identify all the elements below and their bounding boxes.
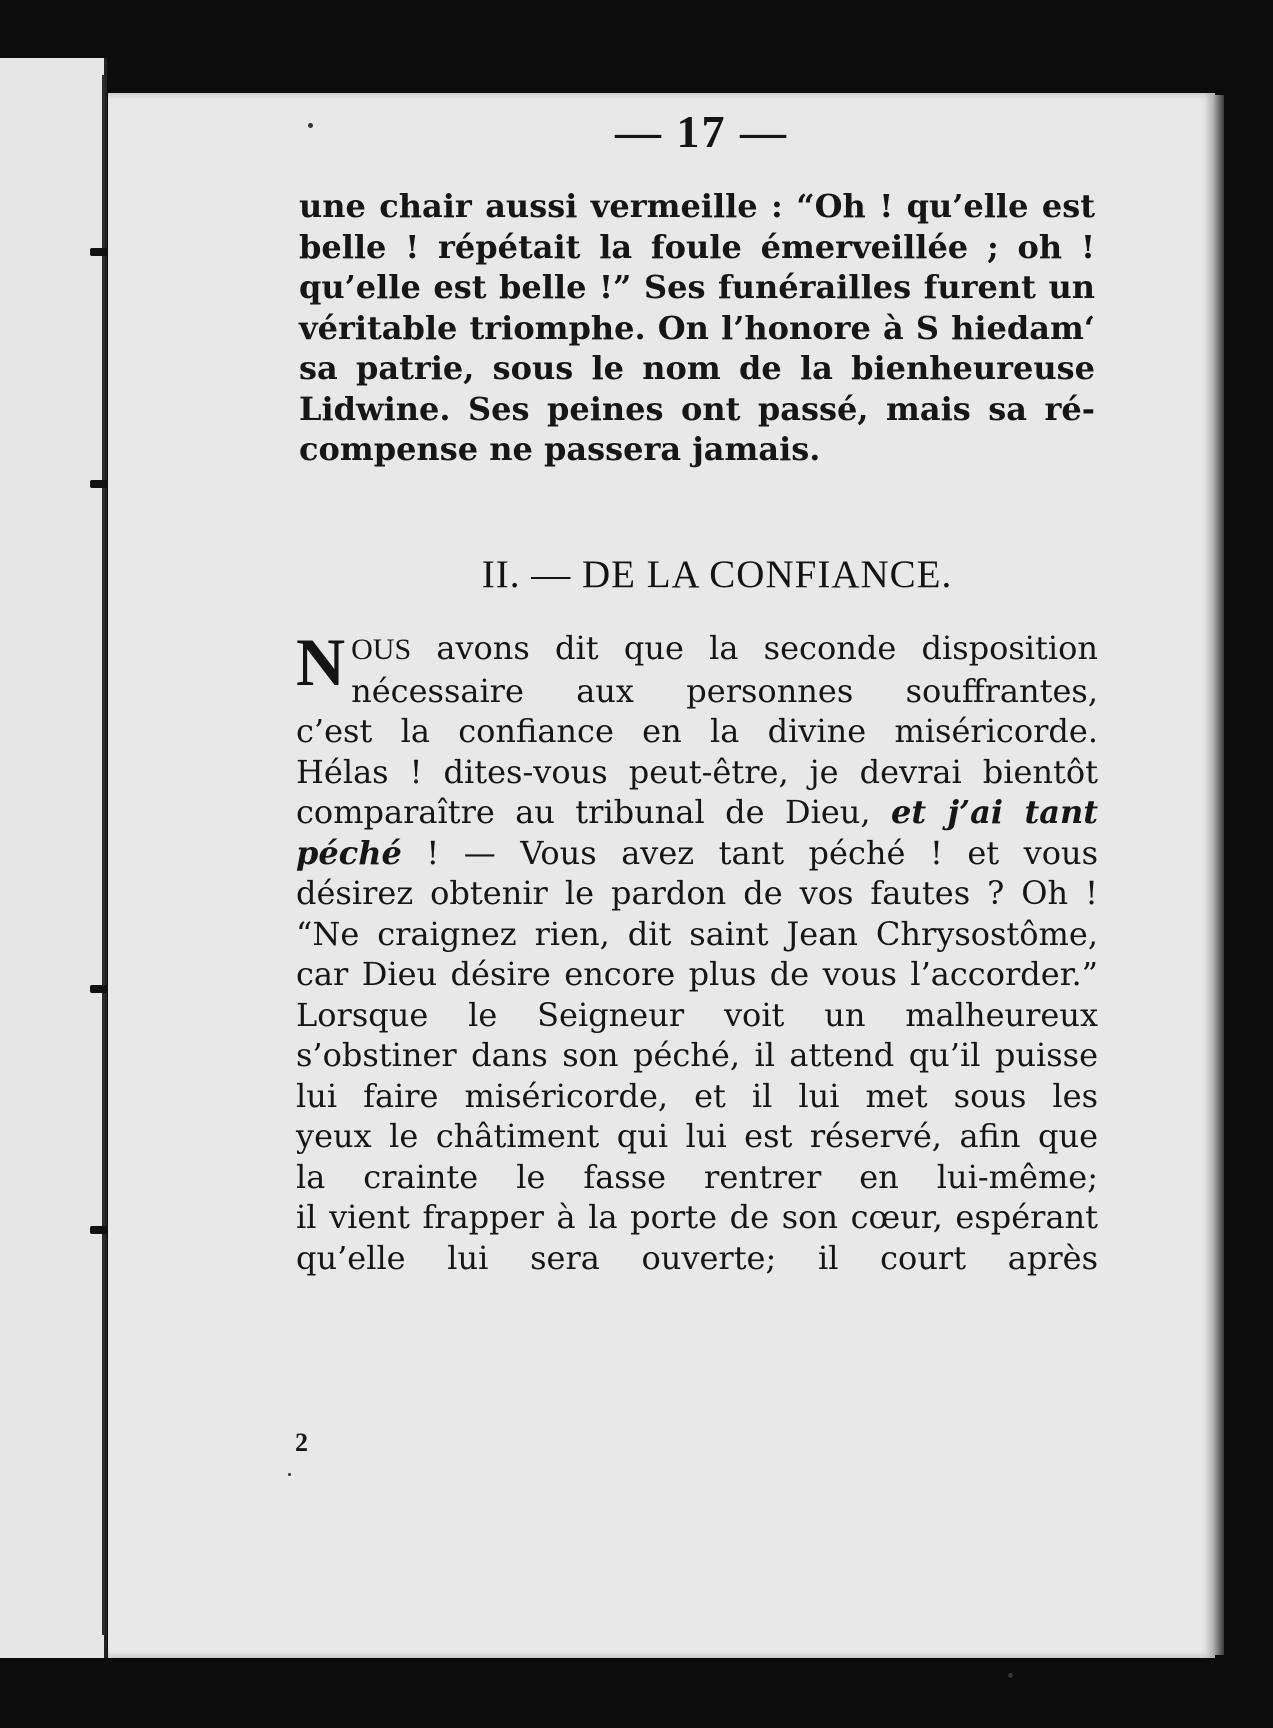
speck <box>1008 1673 1013 1678</box>
text-line: qu’elle est belle !” Ses funérailles furent un <box>299 268 1095 306</box>
book-page <box>108 93 1215 1658</box>
text-line: belle ! répétait la foule émerveillée ; oh ! <box>299 227 1095 266</box>
top-paragraph <box>299 186 1095 470</box>
text-line: lui faire miséricorde, et il lui met sous les <box>296 1076 1098 1115</box>
text-fragment: comparaître au tribunal de Dieu, <box>296 793 871 831</box>
text-line: une chair aussi vermeille : “Oh ! qu’elle est <box>299 187 1095 225</box>
main-paragraph <box>296 624 1099 1278</box>
book-spine <box>102 75 105 1635</box>
text-line: c’est la confiance en la divine miséricorde. <box>296 712 1098 750</box>
text-line: Lorsque le Seigneur voit un malheureux <box>296 995 1098 1034</box>
page-number: — 17 — <box>615 106 788 157</box>
dropcap: N <box>296 624 346 700</box>
speck <box>308 123 313 128</box>
text-line: yeux le châtiment qui lui est réservé, afin que <box>296 1117 1098 1155</box>
text-line: désirez obtenir le pardon de vos fautes ? Oh ! <box>296 874 1098 912</box>
section-heading: II. — DE LA CONFIANCE. <box>481 553 953 596</box>
facing-page-edge <box>0 58 107 1658</box>
text-line: il vient frapper à la porte de son cœur, espérant <box>296 1198 1098 1236</box>
text-line <box>296 833 1098 874</box>
text-line: sa patrie, sous le nom de la bienheureuse <box>299 349 1095 387</box>
text-line: nécessaire aux personnes souffrantes, <box>351 671 1098 710</box>
text-line: Hélas ! dites-vous peut-être, je devrai bientôt <box>296 752 1098 791</box>
smallcaps-word: OUS <box>351 633 412 666</box>
text-line: compense ne passera jamais. <box>299 430 821 468</box>
text-line: s’obstiner dans son péché, il attend qu’il puisse <box>296 1036 1098 1074</box>
signature-mark: 2 <box>295 1428 308 1457</box>
text-fragment: ! — Vous avez tant péché ! et vous <box>401 833 1098 872</box>
text-line: la crainte le fasse rentrer en lui-même; <box>296 1157 1098 1196</box>
text-line: véritable triomphe. On l’honore à S hiedam‘ <box>299 308 1095 347</box>
text-line: qu’elle lui sera ouverte; il court après <box>296 1238 1098 1277</box>
text-line: car Dieu désire encore plus de vous l’accorder.” <box>296 955 1098 993</box>
text-line: “Ne craignez rien, dit saint Jean Chrysostôme, <box>296 914 1098 953</box>
text-line <box>296 792 1098 833</box>
italic-text: péché <box>296 833 402 872</box>
speck <box>288 1473 291 1476</box>
italic-text: et j’ai tant <box>890 793 1099 831</box>
text-fragment: avons dit que la seconde disposition <box>411 629 1098 667</box>
text-line: Lidwine. Ses peines ont passé, mais sa ré- <box>299 389 1095 428</box>
text-line <box>296 628 1098 671</box>
page-edge-shadow <box>1212 95 1224 1655</box>
